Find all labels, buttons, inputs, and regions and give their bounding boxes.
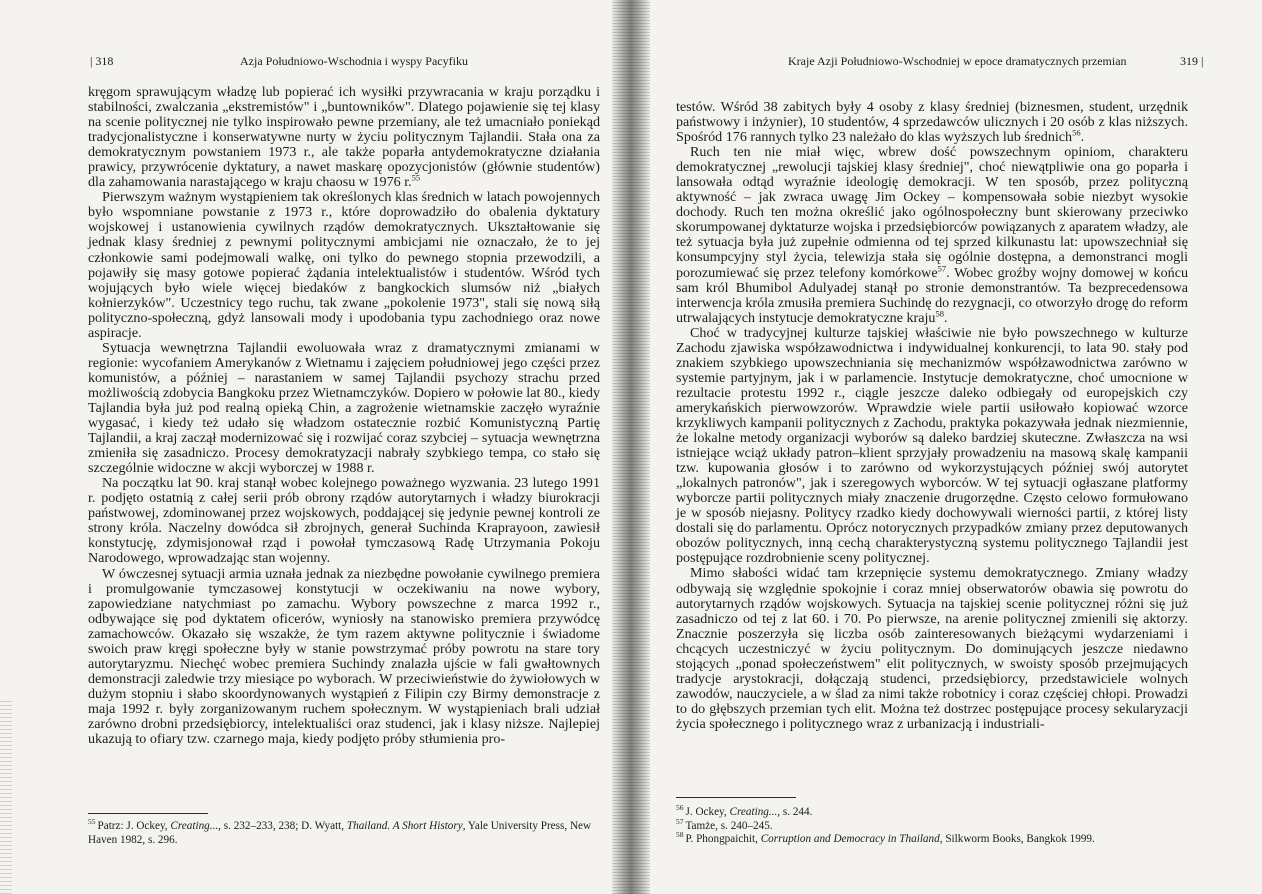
- footnote-ref: 58: [935, 307, 944, 318]
- paragraph: Choć w tradycyjnej kulturze tajskiej właściwie nie było powszechnego w kulturze Zachodu zjawiska współzawodnictwa i indywidualnej konkurencji, to lata 90. stały pod znakiem szybkiego upowszechniania się mechanizmów współzawodnictwa zarówno w systemie partyjnym, jak i w parlamencie. Instytucje demokratyczne, choć umocnione w rezultacie protestu 1992 r., ciągle jeszcze daleko odbiegały od europejskich czy amerykańskich pierwowzorów. Wprawdzie wiele partii usiłowało kopiować wzorce krzykliwych kampanii politycznych z Zachodu, praktyka pokazywała jednak niezmiennie, że lokalne metody organizacji wyborów są daleko bardziej skuteczne. Zwłaszcza na wsi istniejące wciąż układy patron–klient sprzyjały prowadzeniu na masową skalę kampanii tzw. kupowania głosów i to zarówno od wykorzystujących później swój autorytet „lokalnych patronów", jak i szeregowych wyborców. W tej sytuacji ogłaszane platformy wyborcze partii politycznych miały znaczenie drugorzędne. Często celowo formułowano je w sposób niejasny. Politycy rzadko kiedy dochowywali wierności partii, z której listy dostali się do parlamentu. Oprócz notorycznych przypadków zmiany przez deputowanych obozów politycznych, inną cechą charakterystyczną systemu politycznego Tajlandii jest postępujące rozdrobnienie sceny politycznej.: [676, 324, 1188, 567]
- footnote: $^{56}$ J. Ockey, Creating..., s. 244.: [676, 803, 813, 818]
- right-footnotes: [676, 803, 1188, 847]
- right-page-number: 319 |: [1180, 54, 1204, 68]
- footnote-rule: [676, 797, 796, 798]
- left-page: [0, 0, 612, 894]
- footnote: $^{58}$ P. Phongpaichit, Corruption and Democracy in Thailand, Silkworm Books, Bangkok 1999.: [676, 830, 1095, 846]
- left-running-title: Azja Południowo-Wschodnia i wyspy Pacyfiku: [240, 54, 468, 68]
- left-page-number: | 318: [90, 54, 114, 68]
- footnote: $^{55}$ Patrz: J. Ockey, Creating..., s. 232–233, 238; D. Wyatt, Thailand. A Short History, Yale University Press, New Haven 1982, s. 296.: [88, 817, 592, 846]
- footnote-ref: 55: [411, 172, 421, 183]
- paragraph: Sytuacja wewnętrzna Tajlandii ewoluowała wraz z dramatycznymi zmianami w regionie: wycofaniem Amerykanów z Wietnamu i zajęciem południowej jego części przez komunistów, a później – narastaniem w samej Tajlandii psychozy strachu przed możliwością zdobycia Bangkoku przez Wietnamczyków. Dopiero w połowie lat 80., kiedy Tajlandia była już pod realną opieką Chin, a zagrożenie wietnamskie zaczęło wyraźnie wygasać, i kiedy też udało się władzom ostatecznie rozbić Komunistyczną Partię Tajlandii, a kraj zaczął modernizować się i rozwijać coraz szybciej – sytuacja wewnętrzna zmieniła się zasadniczo. Procesy demokratyzacji nabrały szybkiego tempa, co stało się szczególnie widoczne w akcji wyborczej w 1988 r.: [88, 339, 600, 477]
- left-body-text: [88, 85, 600, 747]
- footnote-ref: 56: [1072, 127, 1081, 138]
- paragraph: Na początku lat 90. kraj stanął wobec kolejnego poważnego wyzwania. 23 lutego 1991 r. podjęto ostatnią z całej serii prób obrony rządów autorytarnych i władzy biurokracji państwowej, zdominowanej przez wojskowych, poddającej się jedynie pewnej kontroli ze strony króla. Naczelny dowódca sił zbrojnych, generał Suchinda Kraprayoon, zawiesił konstytucję, zdymisjonował rząd i powołał tymczasową Radę Utrzymania Pokoju Narodowego, wprowadzając stan wojenny.: [88, 475, 600, 567]
- left-footnotes: [88, 817, 600, 847]
- footnote-ref: 57: [937, 262, 947, 273]
- right-body-text: [676, 100, 1188, 732]
- paragraph: Mimo słabości widać tam krzepnięcie systemu demokratycznego. Zmiany władzy odbywają się względnie spokojnie i coraz mniej obserwatorów obawia się powrotu do autorytarnych rządów wojskowych. Sytuacja na tajskiej scenie politycznej różni się już zasadniczo od tej z lat 60. i 70. Po pierwsze, na arenie politycznej zmienili się aktorzy. Znacznie poszerzyła się liczba osób zainteresowanych bieżącymi wydarzeniami i chcących uczestniczyć w życiu politycznym. Do dominujących jeszcze niedawno stojących „ponad społeczeństwem" elit politycznych, w swoisty sposób przejmujących tradycje arystokracji, dołączają studenci, przedsiębiorcy, przedstawiciele wolnych zawodów, nauczyciele, a w ślad za nimi także robotnicy i coraz częściej chłopi. Prowadzi to do głębszych przemian tych elit. Można też dostrzec postępujące procesy sekularyzacji życia społecznego i politycznego wraz z urbanizacją i industriali-: [676, 565, 1188, 732]
- paragraph: testów. Wśród 38 zabitych były 4 osoby z klasy średniej (biznesmen, student, urzędnik państwowy i inżynier), 10 studentów, 4 sprzedawców ulicznych i 20 osób z klas niższych. Spośród 176 rannych tylko 23 należało do klas wyższych lub średnich$^{56}$.: [676, 99, 1188, 146]
- right-page: [650, 0, 1262, 894]
- paragraph: Ruch ten nie miał więc, wbrew dość powszechnym opiniom, charakteru demokratycznej „rewolucji tajskiej klasy średniej", choć niewątpliwie ona go poparła i lansowała odtąd wyraźnie ideologię demokracji. W ten sposób, przez polityczną aktywność – jak zwraca uwagę Jim Ockey – kompensowała sobie niezbyt wysokie dochody. Ruch ten można określić jako ogólnospołeczny bunt skierowany przeciwko skorumpowanej dyktaturze wojska i przedsiębiorców powiązanych z aparatem władzy, ale też sytuacja była już zupełnie odmienna od tej sprzed kilkunastu lat: upowszechniał się konsumpcyjny styl życia, telewizja stała się ogólnie dostępna, a demonstranci mogli porozumiewać się przez telefony komórkowe$^{57}$. Wobec groźby wojny domowej w końcu sam król Bhumibol Adulyadej stanął po stronie demonstrantów. Ta bezprecedensowa interwencja króla zmusiła premiera Suchindę do rezygnacji, co otworzyło drogę do reform utrwalających instytucje demokratyczne kraju$^{58}$.: [676, 144, 1188, 326]
- footnote: $^{57}$ Tamże, s. 240–245.: [676, 816, 773, 832]
- page-edge-scan-artifact: [0, 700, 12, 894]
- footnote-rule: [88, 813, 208, 814]
- right-running-title: Kraje Azji Południowo-Wschodniej w epoce dramatycznych przemian: [788, 54, 1127, 68]
- paragraph: Pierwszym ważnym wystąpieniem tak określonych klas średnich w latach powojennych było wspomniane powstanie z 1973 r., które doprowadziło do obalenia dyktatury wojskowej i ustanowienia cywilnych rządów demokratycznych. Ukształtowanie się jednak klasy średniej z pewnymi politycznymi ambicjami nie oznaczało, że to jej członkowie sami podejmowali walkę, oni tylko do pewnego stopnia przewodzili, a pojawiły się masy gotowe popierać żądania intelektualistów i studentów. Wśród tych wojujących było wiele więcej biedaków z bangkockich slumsów niż „białych kołnierzyków". Uczestnicy tego ruchu, tak zwane „pokolenie 1973", stali się nową siłą polityczno-społeczną, gdyż lansowali mody i upodobania typu zachodniego oraz nowe aspiracje.: [88, 189, 600, 341]
- paragraph: kręgom sprawującym władzę lub popierać ich wysiłki przywracania w kraju porządku i stabilności, zwalczania „ekstremistów" i „buntowników". Dlatego pojawienie się tej klasy na scenie politycznej nie tylko inspirowało pewne przemiany, ale też umacniało poniekąd tradycjonalistyczne i konserwatywne nurty w życiu politycznym Tajlandii. Stała ona za demokratycznym powstaniem 1973 r., ale także poparła antydemokratyczne działania prawicy, przywrócenie dyktatury, a nawet maskarę opozycjonistów (głównie studentów) dla zahamowania narastającego w kraju chaosu w 1976 r.$^{55}$: [88, 84, 600, 191]
- book-gutter: [612, 0, 650, 894]
- paragraph: W ówczesnej sytuacji armia uznała jednak za niezbędne powołanie cywilnego premiera i promulgowanie tymczasowej konstytucji w oczekiwaniu na nowe wybory, zapowiedziane natychmiast po zamachu. Wybory powszechne z marca 1992 r., odbywające się pod dyktatem oficerów, wyniosły na stanowisko premiera przywódcę zamachowców. Okazało się wszakże, że tym razem aktywne politycznie i świadome swoich praw kręgi społeczne były w stanie powstrzymać próby powrotu na stare tory autorytaryzmu. Niechęć wobec premiera Suchindy znalazła ujście w fali gwałtownych demonstracji zaledwie trzy miesiące po wyborach. W przeciwieństwie do żywiołowych w dużym stopniu i słabo skoordynowanych wystąpień z Filipin czy Birmy demonstracje z maja 1992 r. były zorganizowanym ruchem społecznym. W wystąpieniach brali udział zarówno drobni przedsiębiorcy, intelektualiści oraz studenci, jak i klasy niższe. Najlepiej ukazują to ofiary tzw. czarnego maja, kiedy podjęto próby stłumienia pro-: [88, 565, 600, 748]
